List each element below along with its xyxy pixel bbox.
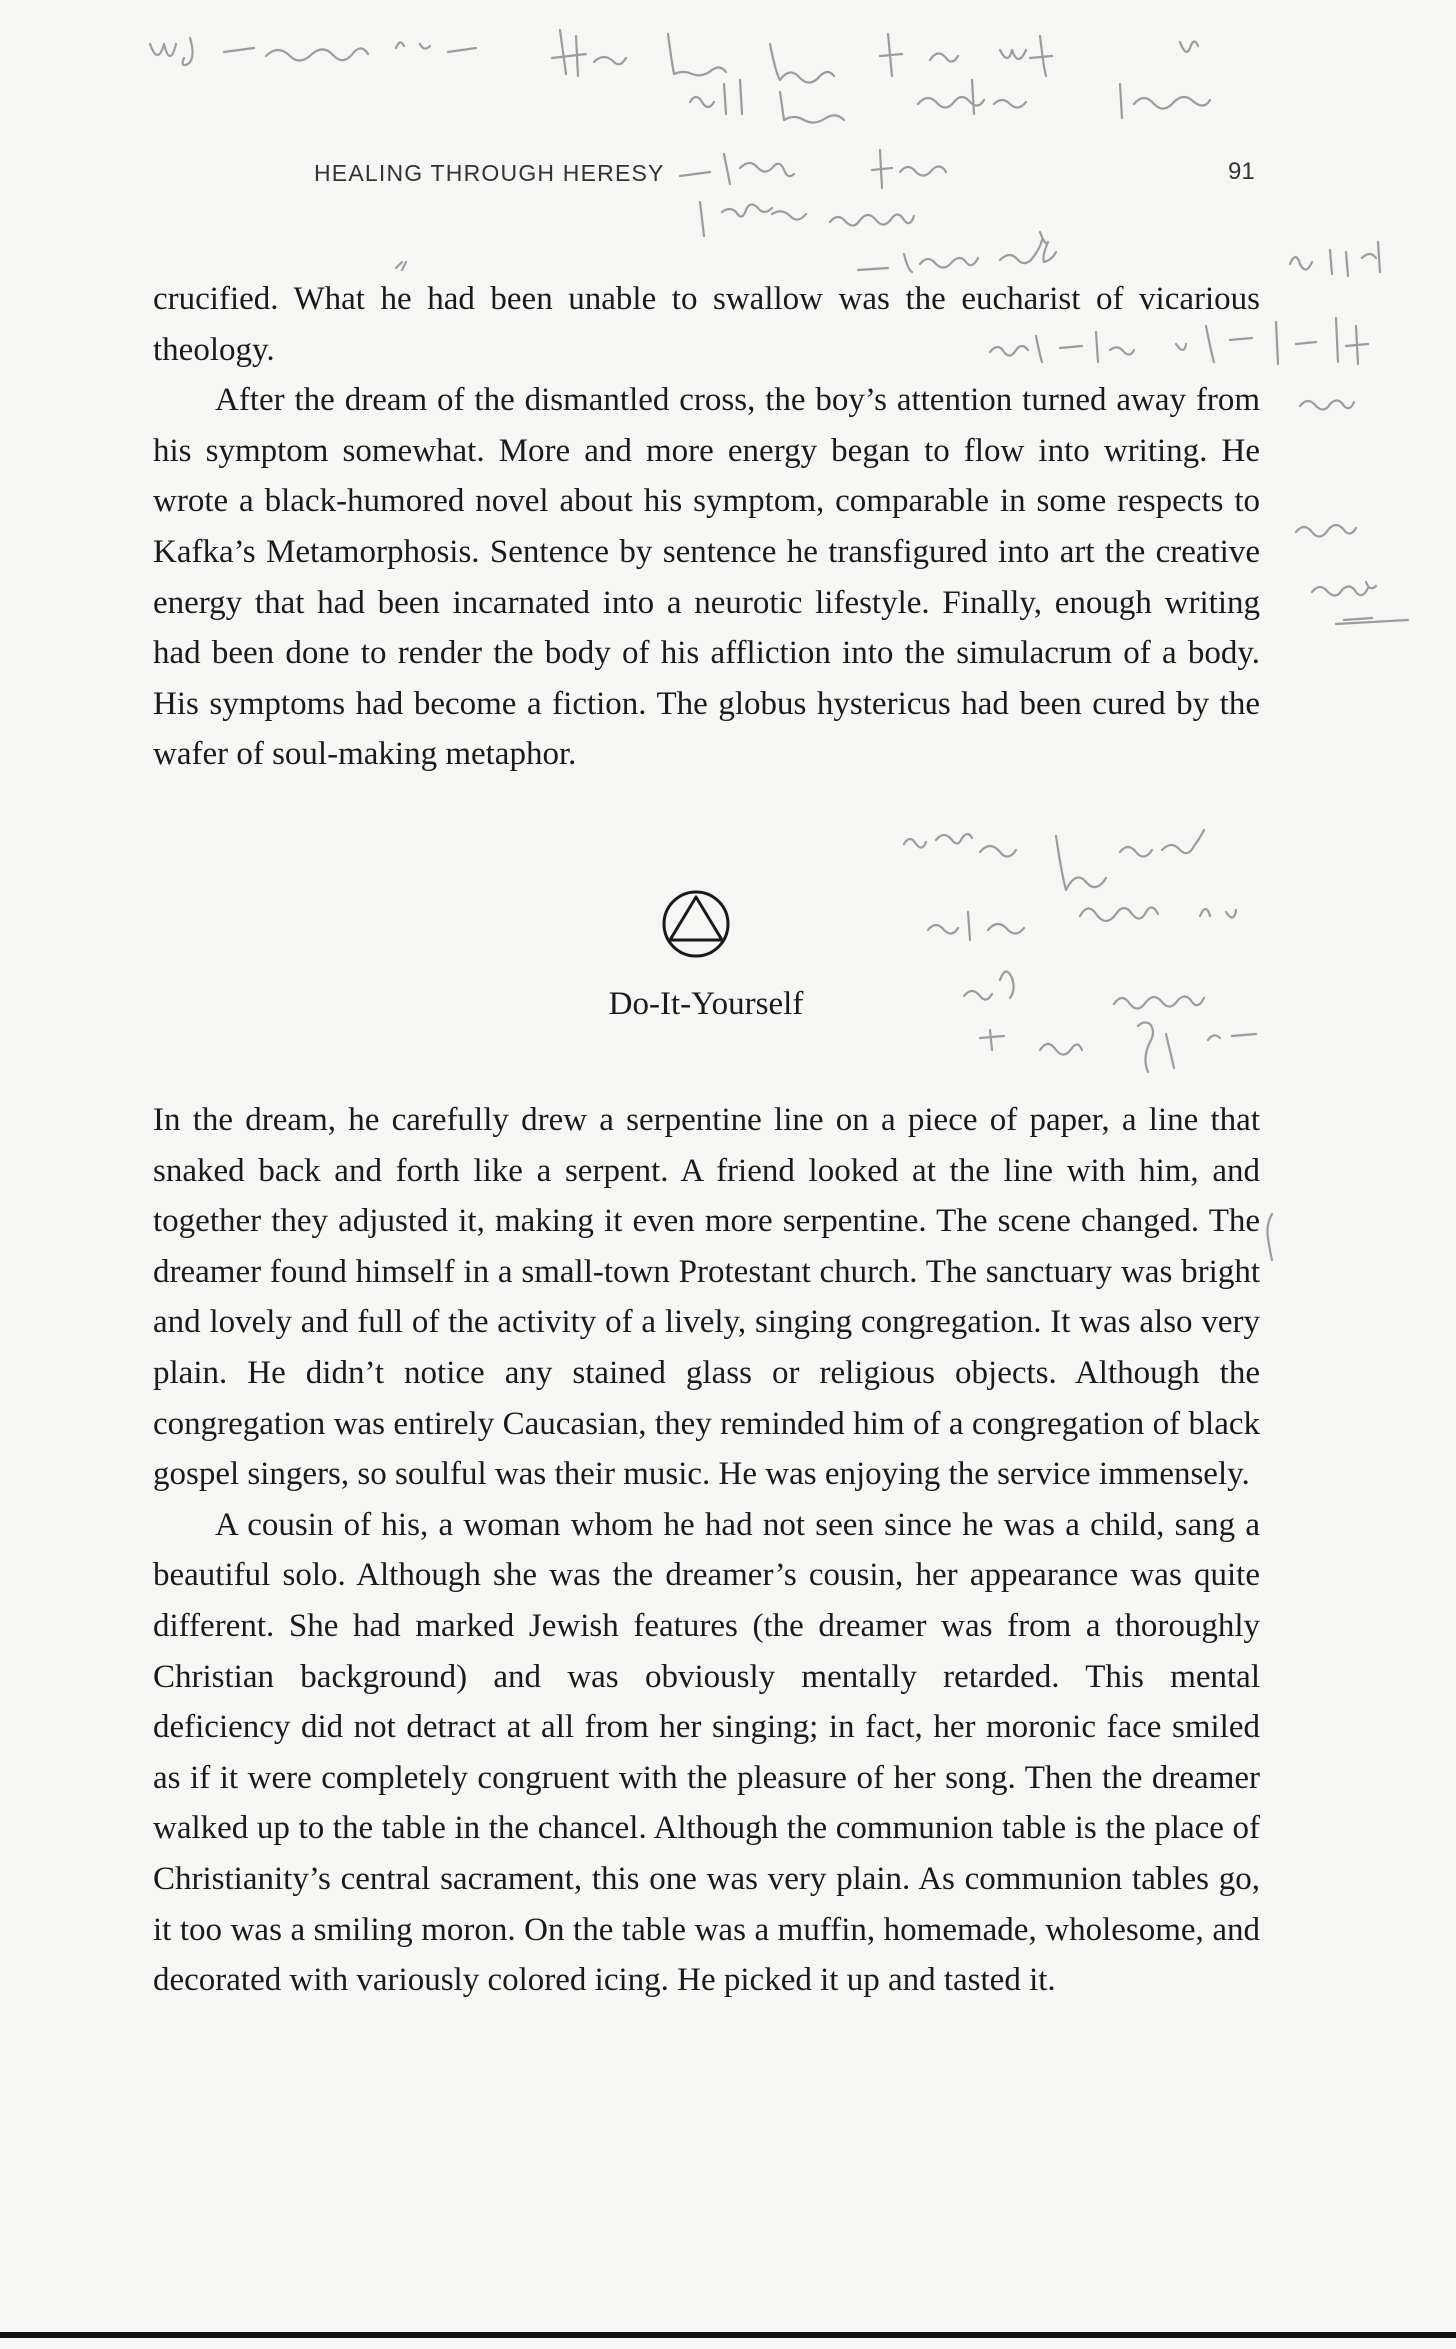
scribble: [858, 240, 1042, 272]
scribble: [780, 92, 844, 123]
scribble: [150, 38, 476, 65]
scribble: [1000, 36, 1052, 76]
scribble: [552, 30, 626, 76]
scribble: [668, 34, 726, 75]
scribble: [680, 154, 794, 184]
scribble: [770, 44, 834, 83]
scribble: [872, 150, 946, 188]
section-heading: Do-It-Yourself: [608, 986, 804, 1022]
scribble: [1138, 1022, 1256, 1072]
scribble: [1056, 830, 1204, 890]
running-head: HEALING THROUGH HERESY: [314, 160, 665, 186]
scribble: [1300, 400, 1354, 409]
section-text: [153, 1095, 1260, 2006]
scribble: [1296, 525, 1356, 537]
scribble: [904, 834, 1016, 857]
scribble: [830, 214, 914, 225]
page-number: 91: [1228, 158, 1255, 185]
scribble: [1180, 41, 1198, 51]
scribble: [1080, 907, 1158, 921]
scribble: [1336, 620, 1408, 624]
scribble: [1200, 909, 1236, 918]
scribble: [880, 34, 958, 76]
scribble: [1268, 1214, 1273, 1260]
scribble: [1344, 618, 1372, 620]
scribble: [1120, 84, 1210, 118]
paragraph: A cousin of his, a woman whom he had not seen since he was a child, sang a beautiful solo. Although she was the dreamer’s cousin, her appearance was quite different. She had marked Jewish features (the dreamer was from a thoroughly Christian background) and was obviously mentally retarded. This mental deficiency did not detract at all from her singing; in fact, her moronic face smiled as if it were completely congruent with the pleasure of her song. Then the dreamer walked up to the table in the chancel. Although the communion table is the place of Christianity’s central sacrament, this one was very plain. As communion tables go, it too was a smiling moron. On the table was a muffin, homemade, wholesome, and decorated with variously colored icing. He picked it up and tasted it.: [153, 1506, 1260, 1999]
scribble: [700, 202, 806, 236]
scribble: [1312, 582, 1376, 596]
scribble: [928, 912, 1024, 940]
circled-triangle-icon: [660, 888, 732, 960]
scribble: [1290, 242, 1380, 276]
scribble: [918, 80, 1026, 114]
paragraph: crucified. What he had been unable to swallow was the eucharist of vicarious theology.: [153, 281, 1260, 368]
first-section-text: [153, 274, 1260, 780]
paragraph: After the dream of the dismantled cross, the boy’s attention turned away from his symptom somewhat. More and more energy began to flow into writing. He wrote a black-humored novel about his symptom, comparable in some respects to Kafka’s Metamorphosis. Sentence by sentence he transfigured into art the creative energy that had been incarnated into a neurotic lifestyle. Finally, enough writing had been done to render the body of his affliction into the simulacrum of a body. His symptoms had become a fiction. The globus hystericus had been cured by the wafer of soul-making metaphor.: [153, 382, 1260, 773]
scribble: [1040, 232, 1056, 262]
scribble: [690, 80, 742, 114]
scribble: [396, 262, 406, 270]
scribble: [980, 1030, 1082, 1055]
paragraph: In the dream, he carefully drew a serpentine line on a piece of paper, a line that snaked back and forth like a serpent. A friend looked at the line with him, and together they adjusted it, making it even more serpentine. The scene changed. The dreamer found himself in a small-town Protestant church. The sanctuary was bright and lovely and full of the activity of a lively, singing congregation. It was also very plain. He didn’t notice any stained glass or religious objects. Although the congregation was entirely Caucasian, they reminded him of a congregation of black gospel singers, so soulful was their music. He was enjoying the service immensely.: [153, 1102, 1260, 1493]
scan-edge: [0, 2332, 1456, 2338]
